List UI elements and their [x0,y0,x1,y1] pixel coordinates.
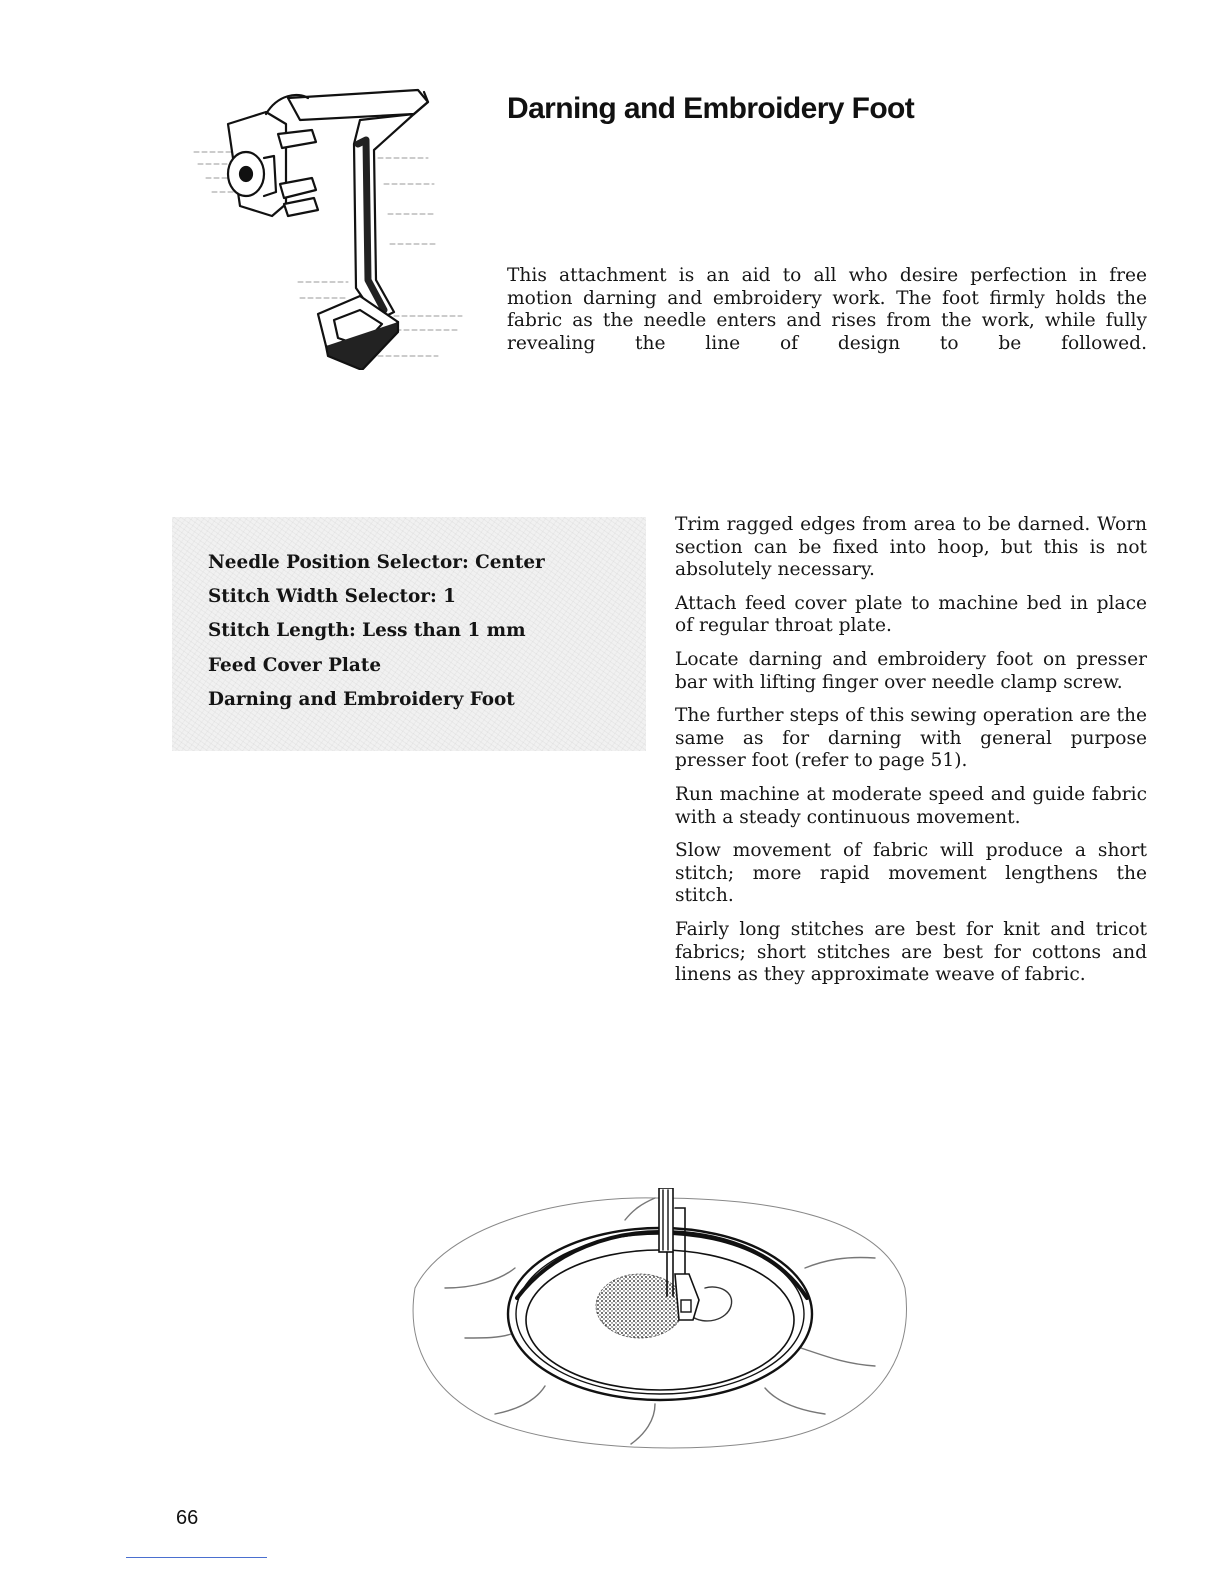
settings-list [208,551,545,722]
setting-foot: Darning and Embroidery Foot [208,688,515,710]
embroidery-hoop-illustration [405,1188,915,1458]
step-stitch-length: Slow movement of fabric will produce a short stitch; more rapid movement lengthens the stitch. [675,840,1147,907]
step-locate-foot: Locate darning and embroidery foot on presser bar with lifting finger over needle clamp screw. [675,648,1147,693]
step-attach-plate: Attach feed cover plate to machine bed in place of regular throat plate. [675,592,1147,637]
step-further-steps: The further steps of this sewing operation are the same as for darning with general purpose presser foot (refer to page 51). [675,705,1147,772]
setting-feed-cover-plate: Feed Cover Plate [208,654,382,676]
darning-foot-illustration [188,84,470,370]
step-run-machine: Run machine at moderate speed and guide fabric with a steady continuous movement. [675,783,1147,828]
instructions [675,514,1147,998]
page-number: 66 [176,1507,199,1529]
footer-rule [126,1557,267,1558]
setting-needle-position: Needle Position Selector: Center [208,552,545,573]
settings-panel [172,517,646,751]
setting-stitch-length: Stitch Length: Less than 1 mm [208,620,526,642]
intro-paragraph: This attachment is an aid to all who desire perfection in free motion darning and embroidery work. The foot firmly holds the fabric as the needle enters and rises from the work, while fully revealing the line of design to be followed. [507,265,1147,354]
page-title: Darning and Embroidery Foot [507,92,915,125]
step-trim-edges: Trim ragged edges from area to be darned. Worn section can be fixed into hoop, but this is not absolutely necessary. [675,514,1147,581]
step-fabric-types: Fairly long stitches are best for knit and tricot fabrics; short stitches are best for cottons and linens as they approximate weave of fabric. [675,918,1147,986]
setting-stitch-width: Stitch Width Selector: 1 [208,586,456,608]
